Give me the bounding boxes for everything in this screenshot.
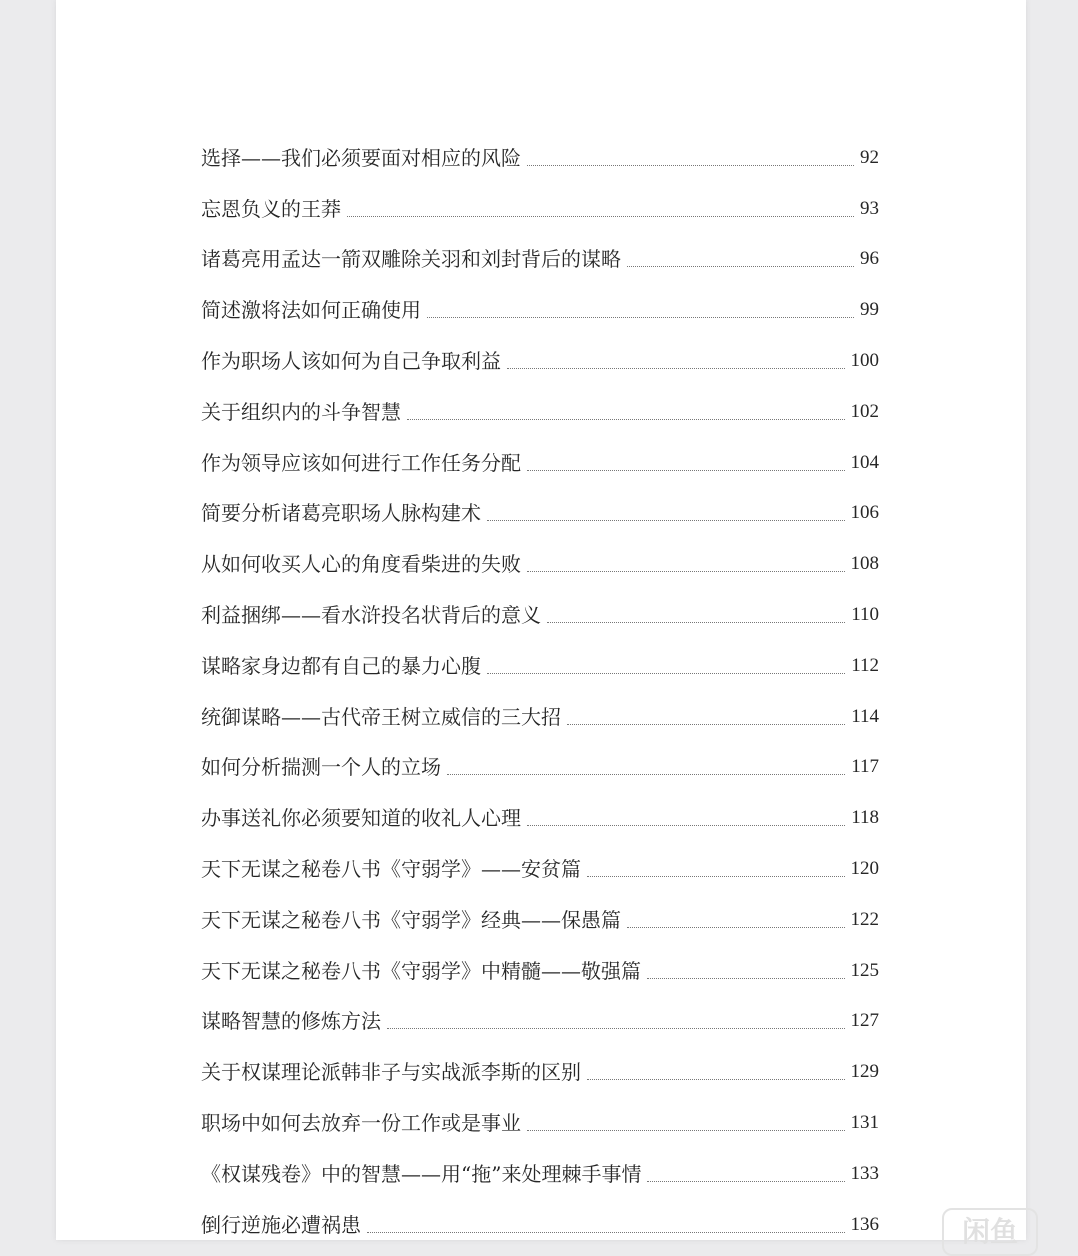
toc-entry	[201, 435, 879, 486]
toc-entry-title: 关于组织内的斗争智慧	[201, 397, 401, 435]
toc-leader-dots	[527, 571, 845, 572]
toc-entry	[201, 333, 879, 384]
toc-leader-dots	[567, 724, 845, 725]
toc-entry-page: 120	[851, 854, 880, 892]
toc-entry-title: 谋略家身边都有自己的暴力心腹	[201, 651, 481, 689]
toc-leader-dots	[527, 165, 854, 166]
toc-leader-dots	[427, 317, 854, 318]
toc-entry	[201, 1095, 879, 1146]
toc-entry	[201, 181, 879, 232]
toc-entry	[201, 994, 879, 1045]
toc-entry	[201, 689, 879, 740]
toc-entry-title: 利益捆绑——看水浒投名状背后的意义	[201, 600, 541, 638]
toc-entry-title: 倒行逆施必遭祸患	[201, 1210, 361, 1248]
toc-leader-dots	[527, 470, 845, 471]
toc-leader-dots	[347, 216, 854, 217]
toc-entry	[201, 740, 879, 791]
toc-leader-dots	[487, 673, 845, 674]
toc-entry	[201, 1044, 879, 1095]
toc-entry	[201, 1146, 879, 1197]
toc-entry-title: 忘恩负义的王莽	[201, 194, 341, 232]
toc-entry-page: 117	[851, 752, 879, 790]
toc-entry-page: 93	[860, 194, 879, 232]
toc-entry	[201, 282, 879, 333]
toc-entry-page: 96	[860, 244, 879, 282]
toc-entry-title: 简述激将法如何正确使用	[201, 295, 421, 333]
toc-entry-page: 131	[851, 1108, 880, 1146]
toc-leader-dots	[447, 774, 845, 775]
toc-entry-page: 100	[851, 346, 880, 384]
toc-entry-title: 统御谋略——古代帝王树立威信的三大招	[201, 702, 561, 740]
toc-entry-page: 136	[851, 1210, 880, 1248]
toc-entry	[201, 943, 879, 994]
toc-entry-page: 108	[851, 549, 880, 587]
toc-leader-dots	[627, 266, 854, 267]
toc-entry-page: 110	[851, 600, 879, 638]
toc-leader-dots	[527, 1130, 845, 1131]
toc-entry	[201, 638, 879, 689]
table-of-contents	[201, 130, 879, 1248]
toc-entry	[201, 232, 879, 283]
toc-leader-dots	[487, 520, 845, 521]
toc-entry-page: 99	[860, 295, 879, 333]
toc-entry-title: 关于权谋理论派韩非子与实战派李斯的区别	[201, 1057, 581, 1095]
toc-leader-dots	[527, 825, 845, 826]
toc-entry-title: 谋略智慧的修炼方法	[201, 1006, 381, 1044]
toc-leader-dots	[647, 1181, 844, 1182]
toc-entry-title: 《权谋残卷》中的智慧——用“拖”来处理棘手事情	[201, 1159, 641, 1197]
toc-entry	[201, 384, 879, 435]
toc-entry	[201, 486, 879, 537]
toc-leader-dots	[367, 1232, 845, 1233]
toc-entry-title: 天下无谋之秘卷八书《守弱学》——安贫篇	[201, 854, 581, 892]
toc-entry-page: 125	[851, 956, 880, 994]
toc-entry	[201, 841, 879, 892]
toc-entry-title: 天下无谋之秘卷八书《守弱学》经典——保愚篇	[201, 905, 621, 943]
toc-entry-title: 职场中如何去放弃一份工作或是事业	[201, 1108, 521, 1146]
toc-entry	[201, 587, 879, 638]
toc-entry-page: 102	[851, 397, 880, 435]
toc-leader-dots	[407, 419, 845, 420]
toc-entry-page: 127	[851, 1006, 880, 1044]
toc-leader-dots	[627, 927, 845, 928]
toc-entry	[201, 790, 879, 841]
toc-entry-title: 作为职场人该如何为自己争取利益	[201, 346, 501, 384]
toc-entry-title: 天下无谋之秘卷八书《守弱学》中精髓——敬强篇	[201, 956, 641, 994]
toc-entry-title: 简要分析诸葛亮职场人脉构建术	[201, 498, 481, 536]
toc-leader-dots	[387, 1028, 845, 1029]
toc-entry	[201, 536, 879, 587]
toc-entry-title: 选择——我们必须要面对相应的风险	[201, 143, 521, 181]
toc-leader-dots	[587, 876, 845, 877]
toc-entry-page: 106	[851, 498, 880, 536]
toc-entry-page: 122	[851, 905, 880, 943]
toc-entry	[201, 892, 879, 943]
toc-entry-title: 如何分析揣测一个人的立场	[201, 752, 441, 790]
toc-entry-page: 112	[851, 651, 879, 689]
toc-leader-dots	[547, 622, 845, 623]
document-page	[56, 0, 1026, 1240]
toc-entry-title: 诸葛亮用孟达一箭双雕除关羽和刘封背后的谋略	[201, 244, 621, 282]
toc-entry-page: 129	[851, 1057, 880, 1095]
toc-entry	[201, 130, 879, 181]
toc-entry-title: 办事送礼你必须要知道的收礼人心理	[201, 803, 521, 841]
toc-entry-title: 作为领导应该如何进行工作任务分配	[201, 448, 521, 486]
toc-leader-dots	[587, 1079, 845, 1080]
toc-entry-page: 118	[851, 803, 879, 841]
toc-leader-dots	[507, 368, 845, 369]
toc-entry-page: 104	[851, 448, 880, 486]
toc-entry-page: 114	[851, 702, 879, 740]
toc-entry-page: 133	[851, 1159, 880, 1197]
toc-entry-title: 从如何收买人心的角度看柴进的失败	[201, 549, 521, 587]
toc-entry-page: 92	[860, 143, 879, 181]
toc-leader-dots	[647, 978, 845, 979]
watermark-logo: 闲鱼	[942, 1208, 1038, 1256]
